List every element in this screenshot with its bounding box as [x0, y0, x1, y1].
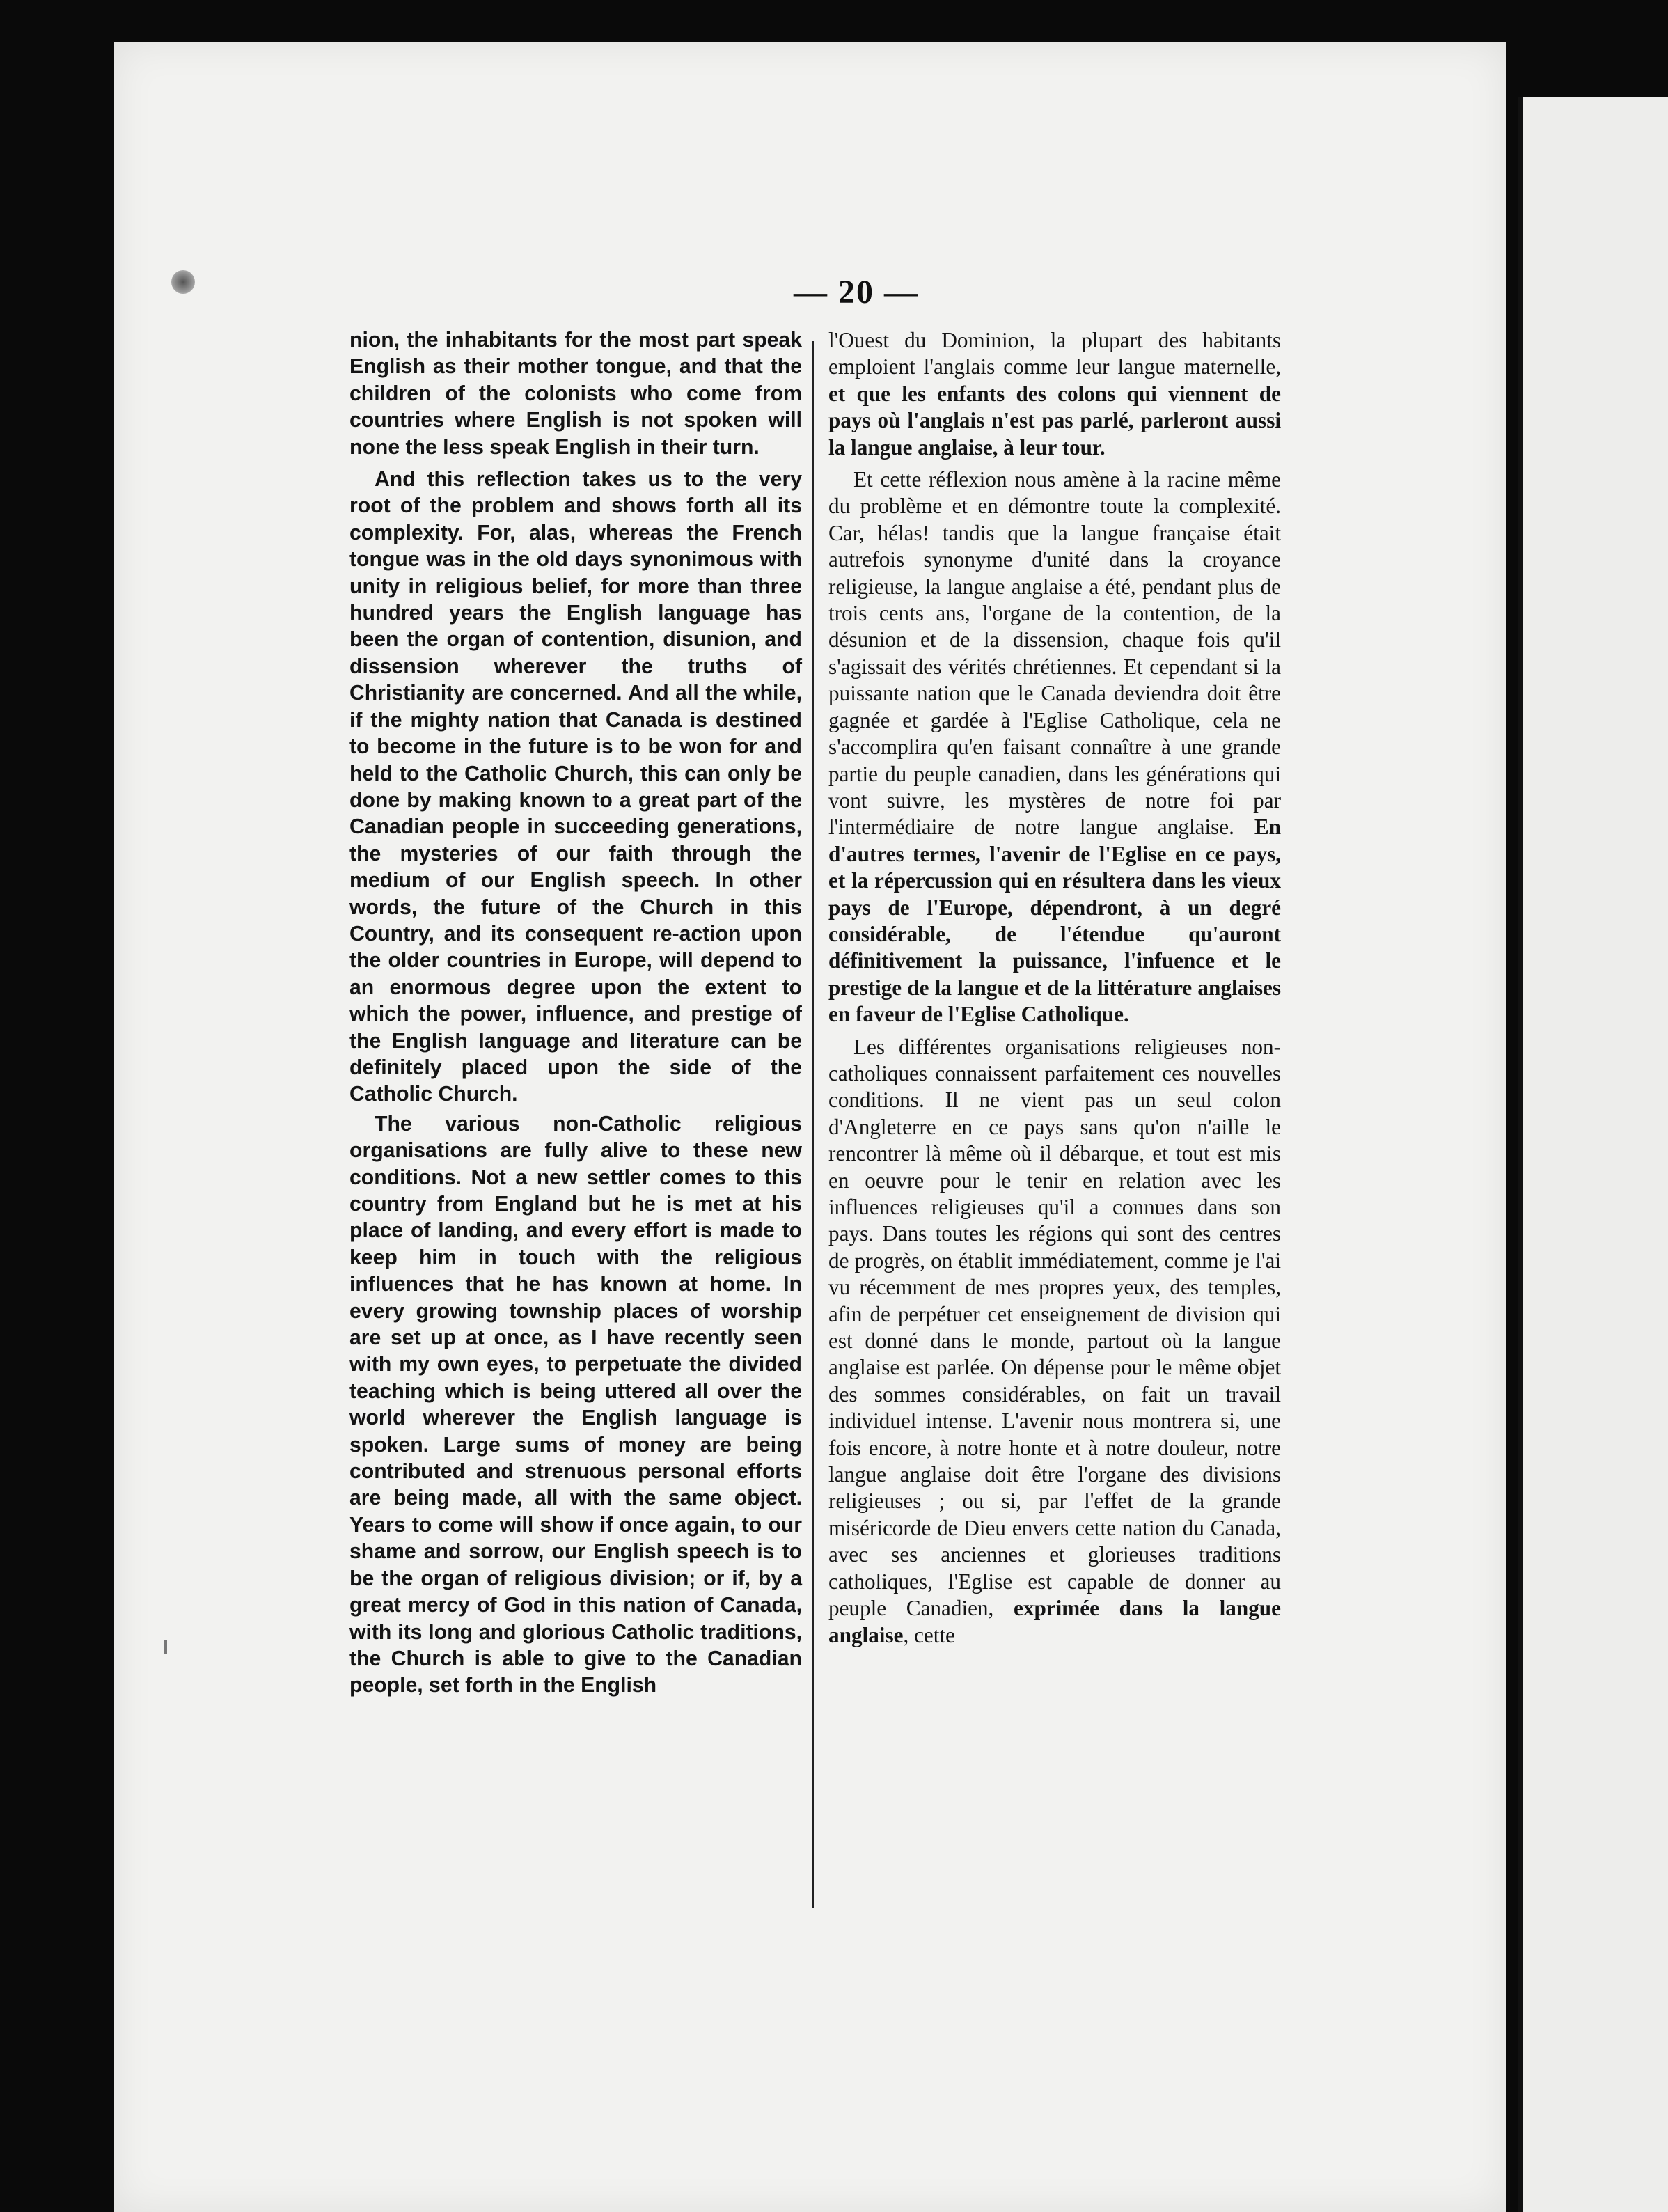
english-column [349, 327, 802, 1700]
column-divider [812, 341, 814, 1908]
page-number: — 20 — [794, 274, 919, 311]
french-text: Et cette réflexion nous amène à la racine même du problème et en démontre toute la complexité. Car, hélas! tandis que la langue française était autrefois synonyme d'unité dans la croyance religieuse, la langue anglaise a été, pendant plus de trois cents ans, l'organe de la contention, de la désunion et de la dissension, chaque fois qu'il s'agissait des vérités chrétiennes. Et cependant si la puissante nation que le Canada deviendra doit être gagnée et gardée à l'Eglise Catholique, cela ne s'accomplira qu'en faisant connaître à une grande partie du peuple canadien, dans les générations qui vont suivre, les mystères de notre foi par l'intermédiaire de notre langue anglaise. [828, 467, 1281, 840]
margin-mark [164, 1640, 167, 1654]
french-text: l'Ouest du Dominion, la plupart des habitants emploient l'anglais comme leur langue maternelle, [828, 328, 1281, 379]
french-bold-text: et que les enfants des colons qui viennent de pays où l'anglais n'est pas parlé, parleront aussi la langue anglaise, à leur tour. [828, 381, 1281, 460]
adjacent-page-edge [1518, 97, 1668, 2212]
binding-hole-mark [171, 270, 195, 294]
english-paragraph: nion, the inhabitants for the most part speak English as their mother tongue, and that the children of the colonists who come from countries where English is not spoken will none the less speak English in their turn. [349, 329, 802, 459]
french-text: Les différentes organisations religieuses non-catholiques connaissent parfaitement ces nouvelles conditions. Il ne vient pas un seul colon d'Angleterre en ce pays sans qu'on n'aille le rencontrer là même où il débarque, et tout est mis en oeuvre pour le tenir en relation avec les influences religieuses qu'il a connues dans son pays. Dans toutes les régions qui sont des centres de progrès, on établit immédiatement, comme je l'ai vu récemment de mes propres yeux, des temples, afin de perpétuer cet enseignement de division qui est donné dans le monde, partout où la langue anglaise est parlée. On dépense pour le même objet des sommes considérables, on fait un travail individuel intense. L'avenir nous montrera si, une fois encore, à notre honte et à notre douleur, notre langue anglaise doit être l'organe des divisions religieuses ; ou si, par l'effet de la grande miséricorde de Dieu envers cette nation du Canada, avec ses anciennes et glorieuses traditions catholiques, l'Eglise est capable de donner au peuple Canadien, [828, 1034, 1281, 1621]
english-paragraph: The various non-Catholic religious organisations are fully alive to these new conditions. Not a new settler comes to this country from England but he is met at his place of landing, and every effort is made to keep him in touch with the religious influences that he has known at home. In every growing township places of worship are set up at once, as I have recently seen with my own eyes, to perpetuate the divided teaching which is being uttered all over the world wherever the English language is spoken. Large sums of money are being contributed and strenuous personal efforts are being made, all with the same object. Years to come will show if once again, to our shame and sorrow, our English speech is to be the organ of religious division; or if, by a great mercy of God in this nation of Canada, with its long and glorious Catholic traditions, the Church is able to give to the Canadian people, set forth in the English [349, 1112, 802, 1697]
english-paragraph: And this reflection takes us to the very root of the problem and shows forth all its complexity. For, alas, whereas the French tongue was in the old days synonimous with unity in religious belief, for more than three hundred years the English language has been the organ of contention, disunion, and dissension wherever the truths of Christianity are concerned. And all the while, if the mighty nation that Canada is destined to become in the future is to be won for and held to the Catholic Church, this can only be done by making known to a great part of the Canadian people in succeeding generations, the mysteries of our faith through the medium of our English speech. In other words, the future of the Church in this Country, and its consequent re-action upon the older countries in Europe, will depend to an enormous degree upon the extent to which the power, influence, and prestige of the English language and literature can be definitely placed upon the side of the Catholic Church. [349, 468, 802, 1106]
french-bold-text: En d'autres termes, l'avenir de l'Eglise en ce pays, et la répercussion qui en résultera dans les vieux pays de l'Europe, dépendront, à un degré considérable, de l'étendue qu'auront définitivement la puissance, l'infuence et le prestige de la langue et de la littérature anglaises en faveur de l'Eglise Catholique. [828, 815, 1281, 1027]
french-text: , cette [903, 1622, 955, 1647]
document-page [114, 42, 1506, 2212]
french-paragraph [828, 466, 1281, 1028]
french-paragraph [828, 1034, 1281, 1649]
french-bold-text: exprimée dans la langue anglaise [828, 1596, 1281, 1647]
french-paragraph [828, 327, 1281, 461]
french-column [828, 327, 1281, 1649]
